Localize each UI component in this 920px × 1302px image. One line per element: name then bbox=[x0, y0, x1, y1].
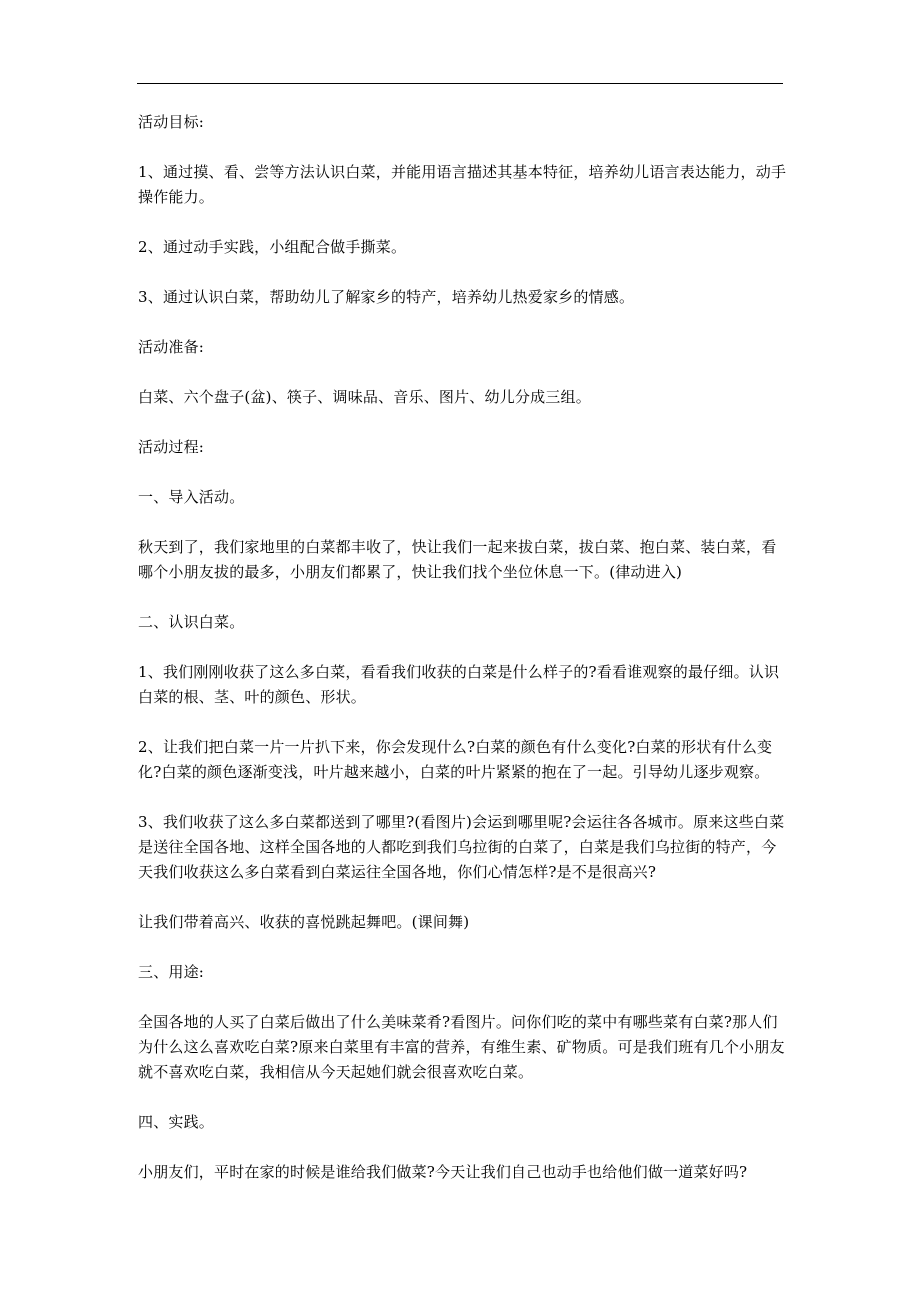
header-rule bbox=[137, 83, 783, 84]
recognize-item-2: 2、让我们把白菜一片一片扒下来，你会发现什么?白菜的颜色有什么变化?白菜的形状有什么变化?白菜的颜色逐渐变浅，叶片越来越小，白菜的叶片紧紧的抱在了一起。引导幼儿逐步观察。 bbox=[138, 738, 773, 781]
practice-text: 小朋友们，平时在家的时候是谁给我们做菜?今天让我们自己也动手也给他们做一道菜好吗? bbox=[138, 1163, 748, 1181]
heading-activity-process: 活动过程: bbox=[138, 438, 205, 456]
section-heading-recognize: 二、认识白菜。 bbox=[138, 613, 245, 631]
goal-item-2: 2、通过动手实践，小组配合做手撕菜。 bbox=[138, 238, 407, 256]
recognize-item-1: 1、我们刚刚收获了这么多白菜，看看我们收获的白菜是什么样子的?看看谁观察的最仔细。认识白菜的根、茎、叶的颜色、形状。 bbox=[138, 663, 780, 706]
section-heading-uses: 三、用途: bbox=[138, 963, 205, 981]
goal-item-3: 3、通过认识白菜，帮助幼儿了解家乡的特产，培养幼儿热爱家乡的情感。 bbox=[138, 288, 635, 306]
recognize-item-3: 3、我们收获了这么多白菜都送到了哪里?(看图片)会运到哪里呢?会运往各各城市。原来这些白菜是送往全国各地、这样全国各地的人都吃到我们乌拉街的白菜了，白菜是我们乌拉街的特产，今天我们收获这么多白菜看到白菜运往全国各地，你们心情怎样?是不是很高兴? bbox=[138, 813, 785, 881]
document-body bbox=[138, 110, 788, 1210]
dance-text: 让我们带着高兴、收获的喜悦跳起舞吧。(课间舞) bbox=[138, 913, 470, 931]
goal-item-1: 1、通过摸、看、尝等方法认识白菜，并能用语言描述其基本特征，培养幼儿语言表达能力，动手操作能力。 bbox=[138, 163, 787, 206]
intro-text: 秋天到了，我们家地里的白菜都丰收了，快让我们一起来拔白菜，拔白菜、抱白菜、装白菜，看哪个小朋友拔的最多，小朋友们都累了，快让我们找个坐位休息一下。(律动进入) bbox=[138, 538, 777, 581]
section-heading-intro: 一、导入活动。 bbox=[138, 488, 245, 506]
section-heading-practice: 四、实践。 bbox=[138, 1113, 215, 1131]
uses-text: 全国各地的人买了白菜后做出了什么美味菜肴?看图片。问你们吃的菜中有哪些菜有白菜?那人们为什么这么喜欢吃白菜?原来白菜里有丰富的营养，有维生素、矿物质。可是我们班有几个小朋友就不喜欢吃白菜，我相信从今天起她们就会很喜欢吃白菜。 bbox=[138, 1013, 785, 1081]
heading-activity-goals: 活动目标: bbox=[138, 113, 205, 131]
heading-activity-preparation: 活动准备: bbox=[138, 338, 205, 356]
preparation-text: 白菜、六个盘子(盆)、筷子、调味品、音乐、图片、幼儿分成三组。 bbox=[138, 388, 591, 406]
